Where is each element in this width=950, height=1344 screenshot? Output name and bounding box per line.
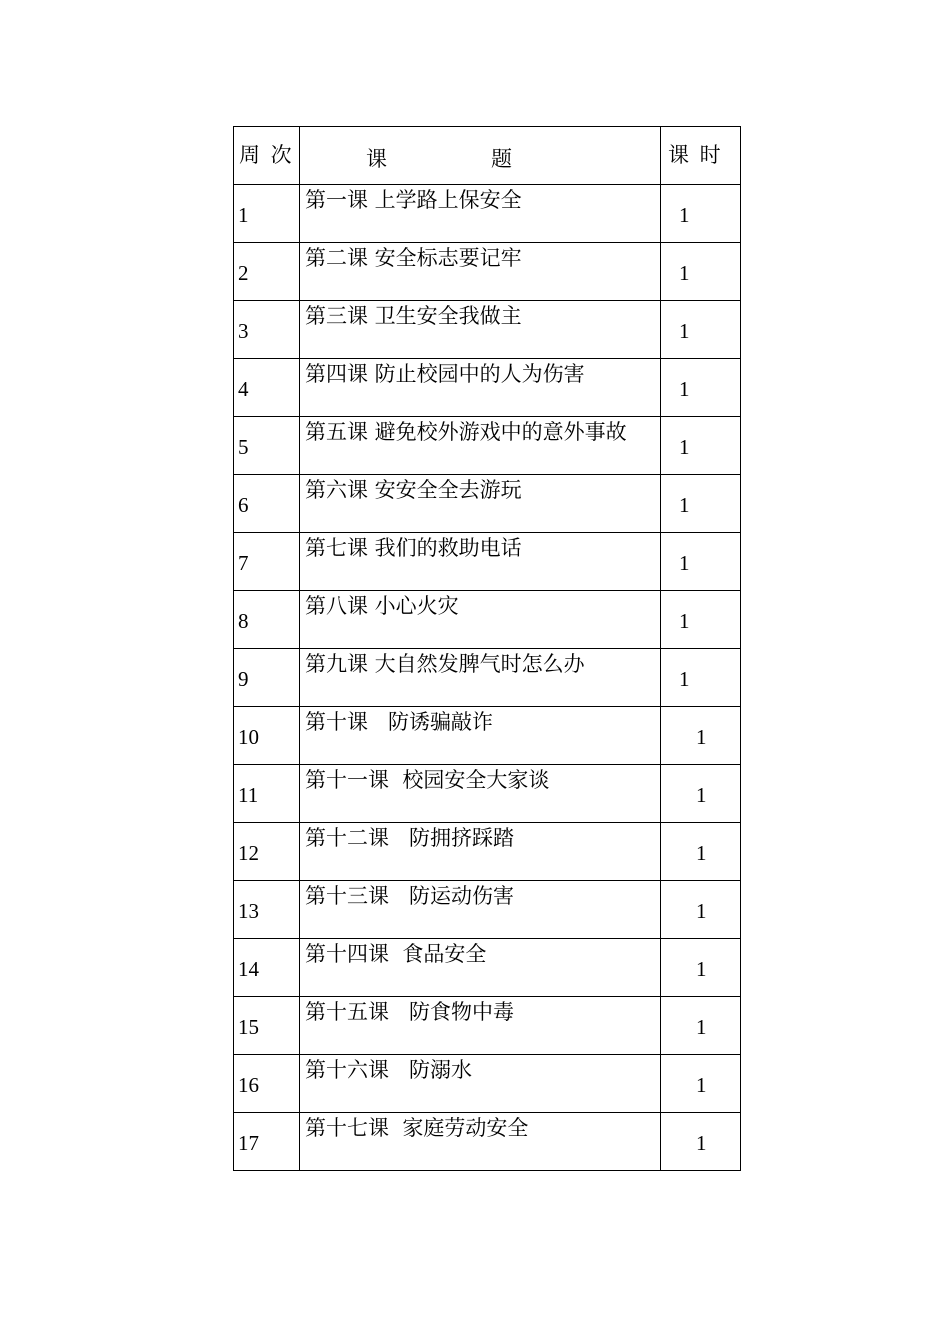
header-topic (300, 127, 661, 185)
hours-cell: 1 (661, 765, 741, 823)
topic-cell: 第十四课 食品安全 (300, 939, 661, 997)
topic-cell: 第十六课 防溺水 (300, 1055, 661, 1113)
table-row (234, 359, 741, 417)
topic-cell: 第四课 防止校园中的人为伤害 (300, 359, 661, 417)
course-schedule-table (233, 126, 741, 1171)
hours-cell: 1 (661, 881, 741, 939)
week-cell: 3 (234, 301, 300, 359)
hours-cell: 1 (661, 301, 741, 359)
week-cell: 7 (234, 533, 300, 591)
hours-cell: 1 (661, 939, 741, 997)
table-row (234, 417, 741, 475)
hours-cell: 1 (661, 649, 741, 707)
week-cell: 4 (234, 359, 300, 417)
hours-cell: 1 (661, 475, 741, 533)
topic-cell: 第八课 小心火灾 (300, 591, 661, 649)
week-cell: 16 (234, 1055, 300, 1113)
hours-cell: 1 (661, 185, 741, 243)
table-row (234, 475, 741, 533)
topic-cell: 第九课 大自然发脾气时怎么办 (300, 649, 661, 707)
week-cell: 2 (234, 243, 300, 301)
table-row (234, 649, 741, 707)
topic-cell: 第五课 避免校外游戏中的意外事故 (300, 417, 661, 475)
table-row (234, 301, 741, 359)
topic-cell: 第十课 防诱骗敲诈 (300, 707, 661, 765)
table-row (234, 939, 741, 997)
table-row (234, 185, 741, 243)
week-cell: 17 (234, 1113, 300, 1171)
topic-cell: 第十七课 家庭劳动安全 (300, 1113, 661, 1171)
table-row (234, 765, 741, 823)
week-cell: 9 (234, 649, 300, 707)
table-row (234, 823, 741, 881)
hours-cell: 1 (661, 1113, 741, 1171)
hours-cell: 1 (661, 359, 741, 417)
table-row (234, 243, 741, 301)
table-row (234, 1055, 741, 1113)
topic-cell: 第十二课 防拥挤踩踏 (300, 823, 661, 881)
topic-cell: 第十三课 防运动伤害 (300, 881, 661, 939)
table-row (234, 533, 741, 591)
table-row (234, 1113, 741, 1171)
topic-cell: 第一课 上学路上保安全 (300, 185, 661, 243)
table-row (234, 997, 741, 1055)
header-hours: 课 时 (661, 127, 741, 185)
table-row (234, 591, 741, 649)
topic-cell: 第六课 安安全全去游玩 (300, 475, 661, 533)
hours-cell: 1 (661, 1055, 741, 1113)
table-header-row (234, 127, 741, 185)
hours-cell: 1 (661, 533, 741, 591)
week-cell: 5 (234, 417, 300, 475)
hours-cell: 1 (661, 243, 741, 301)
week-cell: 1 (234, 185, 300, 243)
header-topic-char-2: 题 (491, 147, 512, 171)
week-cell: 11 (234, 765, 300, 823)
hours-cell: 1 (661, 591, 741, 649)
hours-cell: 1 (661, 707, 741, 765)
topic-cell: 第十五课 防食物中毒 (300, 997, 661, 1055)
week-cell: 15 (234, 997, 300, 1055)
week-cell: 10 (234, 707, 300, 765)
week-cell: 14 (234, 939, 300, 997)
topic-cell: 第七课 我们的救助电话 (300, 533, 661, 591)
topic-cell: 第二课 安全标志要记牢 (300, 243, 661, 301)
topic-cell: 第十一课 校园安全大家谈 (300, 765, 661, 823)
hours-cell: 1 (661, 417, 741, 475)
week-cell: 8 (234, 591, 300, 649)
week-cell: 12 (234, 823, 300, 881)
header-week: 周 次 (234, 127, 300, 185)
week-cell: 13 (234, 881, 300, 939)
topic-cell: 第三课 卫生安全我做主 (300, 301, 661, 359)
week-cell: 6 (234, 475, 300, 533)
header-topic-char-1: 课 (366, 147, 387, 171)
hours-cell: 1 (661, 823, 741, 881)
table-row (234, 881, 741, 939)
hours-cell: 1 (661, 997, 741, 1055)
table-row (234, 707, 741, 765)
